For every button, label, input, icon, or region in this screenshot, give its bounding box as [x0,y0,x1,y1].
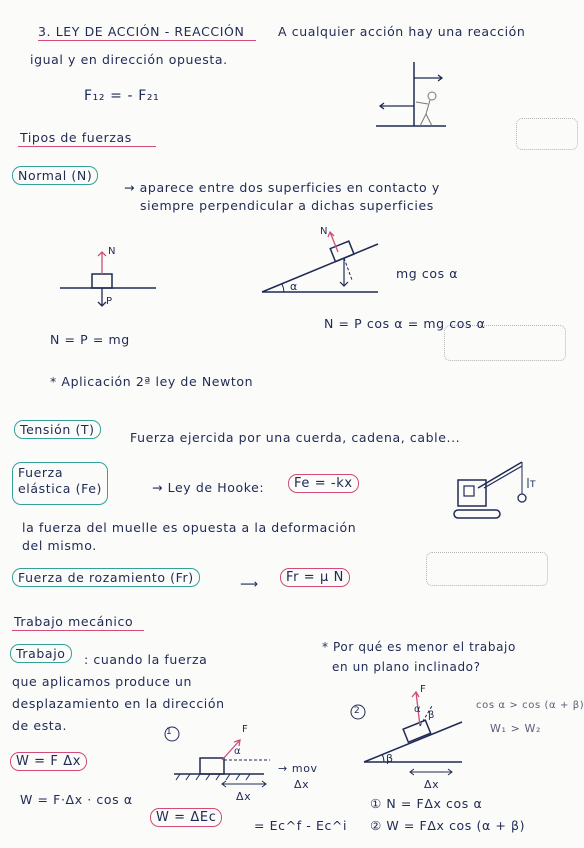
elastica-label-1: Fuerza [18,465,64,480]
mgcos-label: mg cos α [396,266,459,281]
fig1-number: 1 [166,727,173,737]
fig1-mov-label: → mov [278,762,318,775]
crane-figure [454,458,544,528]
rozamiento-label-box: Fuerza de rozamiento (Fr) [12,568,200,587]
answer-1: ① N = FΔx cos α [370,796,483,811]
fig1-alpha-label: α [234,746,242,757]
heading-underline [38,40,256,41]
fig2-beta-top-label: β [428,710,435,721]
work-figure-2 [346,680,476,780]
trabajo-def-1: : cuando la fuerza [84,652,208,667]
muelle-line-2: del mismo. [22,538,97,553]
newton-note: * Aplicación 2ª ley de Newton [50,374,254,389]
trabajo-formula-box: W = F Δx [10,752,87,771]
normal-desc-2: siempre perpendicular a dichas superficies [140,198,434,213]
law-formula: F₁₂ = - F₂₁ [84,88,160,104]
question-line-1: * Por qué es menor el trabajo [322,640,516,654]
rozamiento-arrow: ⟶ [240,576,259,591]
cos-compare: cos α > cos (α + β) [476,700,584,711]
trabajo-def-3: desplazamiento en la dirección [12,696,225,711]
fig1-dx-label-2: Δx [294,778,310,791]
faint-smudge [426,552,548,586]
fig2-dx-label: Δx [424,778,440,791]
energy-rhs: = Ec^f - Ec^i [254,818,348,833]
answer-2: ② W = FΔx cos (α + β) [370,818,526,833]
tension-label-box: Tensión (T) [14,420,101,439]
incline-N-label: N [320,226,329,237]
eq-incline: N = P cos α = mg cos α [324,316,486,331]
question-line-2: en un plano inclinado? [332,660,481,674]
faint-smudge [516,118,578,150]
elastica-label-2: elástica (Fe) [18,481,102,496]
fig2-F-label: F [420,684,427,695]
hooke-formula-box: Fe = -kx [288,474,359,493]
fig2-beta-label: β [386,752,394,765]
fig2-alpha-label: α [414,704,422,715]
eq-flat: N = P = mg [50,332,130,347]
w-compare: W₁ > W₂ [490,722,541,735]
incline-alpha-label: α [290,280,298,293]
fig1-dx-label: Δx [236,790,252,803]
tipos-underline [18,146,156,147]
flat-P-label: P [106,296,113,307]
energy-formula-box: W = ΔEc [150,808,222,827]
trabajo-label-box: Trabajo [10,644,72,663]
tipos-heading: Tipos de fuerzas [20,130,132,145]
trabajo-heading: Trabajo mecánico [14,614,134,629]
fig2-number: 2 [354,706,361,716]
rozamiento-formula-box: Fr = μ N [280,568,350,587]
crane-T-label: T [530,480,537,490]
fig1-F-label: F [242,724,249,735]
trabajo-def-2: que aplicamos produce un [12,674,192,689]
hooke-arrow-text: → Ley de Hooke: [152,480,265,495]
trabajo-def-4: de esta. [12,718,68,733]
law-line-2: igual y en dirección opuesta. [30,52,228,67]
work-figure-1 [160,726,294,802]
trabajo-underline [12,630,144,631]
law-line-1: A cualquier acción hay una reacción [278,24,526,39]
wall-push-figure [370,60,450,140]
law-heading: 3. LEY DE ACCIÓN - REACCIÓN [38,24,245,39]
normal-desc-1: → aparece entre dos superficies en contacto y [124,180,440,195]
normal-label-box: Normal (N) [12,166,98,185]
elastica-label-box [12,462,108,505]
tension-desc: Fuerza ejercida por una cuerda, cadena, cable... [130,430,461,445]
flat-N-label: N [108,246,117,257]
muelle-line-1: la fuerza del muelle es opuesta a la deformación [22,520,357,535]
trabajo-formula-2: W = F·Δx · cos α [20,792,133,807]
